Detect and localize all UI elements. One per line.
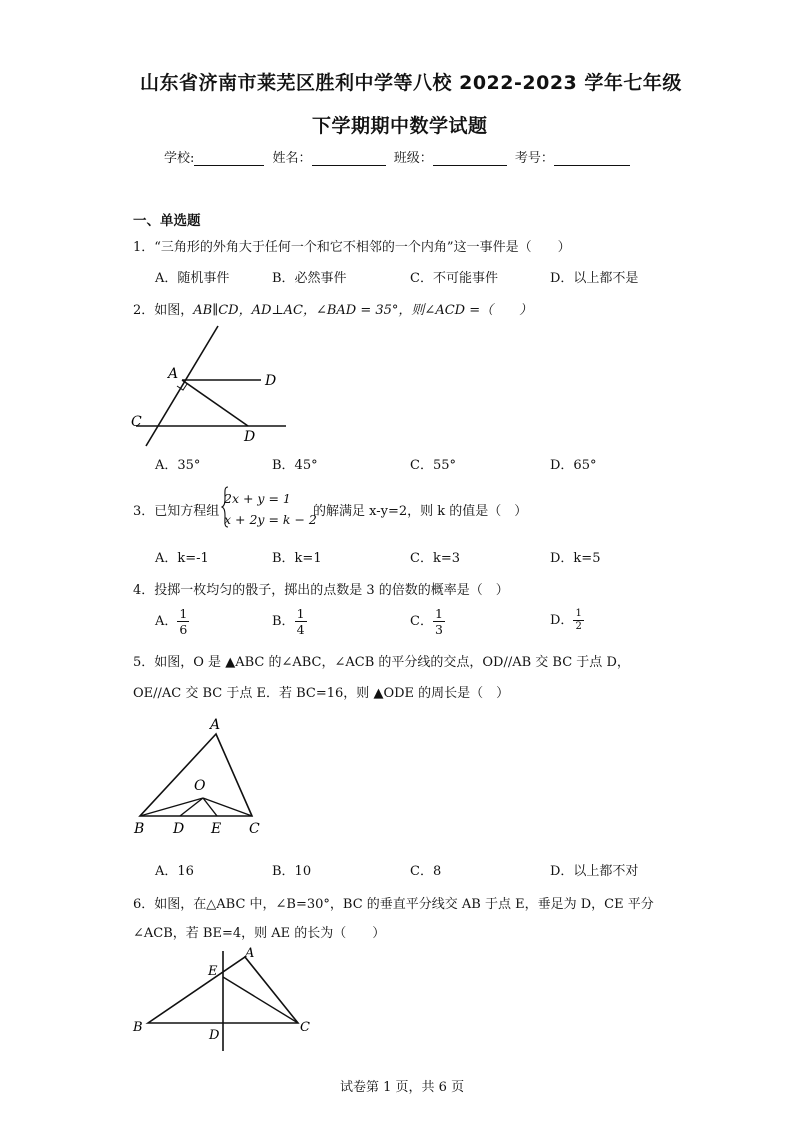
- question-1-stem: 1．“三角形的外角大于任何一个和它不相邻的一个内角”这一事件是（ ）: [133, 240, 571, 255]
- question-2-option-a: A．35°: [155, 458, 201, 473]
- section-title: 一、单选题: [133, 213, 201, 229]
- q5-label-b: B: [134, 821, 145, 837]
- q2-line-ad: [182, 380, 248, 426]
- question-3-equation-2: x + 2y = k − 2: [224, 512, 317, 527]
- exam-no-label: 考号：: [514, 151, 554, 166]
- question-5-option-b: B．10: [272, 864, 312, 879]
- q2-label-c: C: [131, 414, 142, 430]
- question-2-prefix: 2．如图，: [133, 303, 194, 318]
- question-5-stem-line2: OE//AC 交 BC 于点 E．若 BC=16，则 ▲ODE 的周长是（ ）: [133, 686, 510, 701]
- q4-a-den: 6: [179, 622, 188, 637]
- q6-label-a: A: [245, 946, 255, 961]
- q4-a-num: 1: [179, 606, 188, 621]
- q6-label-e: E: [208, 964, 218, 979]
- school-blank: [194, 151, 264, 166]
- name-blank: [312, 151, 386, 166]
- q4-b-num: 1: [296, 606, 305, 621]
- q5-line-bo: [140, 798, 203, 816]
- q4-b-label: B．: [272, 614, 295, 629]
- exam-title-line2: 下学期期中数学试题: [312, 115, 488, 137]
- q4-d-label: D．: [550, 613, 574, 628]
- q4-c-num: 1: [434, 606, 443, 621]
- q5-label-a: A: [210, 717, 221, 733]
- question-4-option-a: [155, 606, 189, 637]
- q4-b-fraction: [295, 606, 307, 637]
- q6-line-ce: [223, 977, 298, 1023]
- q4-d-num: 1: [575, 608, 582, 619]
- question-5-stem-line1: 5．如图，O 是 ▲ABC 的∠ABC，∠ACB 的平分线的交点，OD//AB 交 BC 于点 D，: [133, 655, 630, 670]
- school-label: 学校:: [164, 151, 195, 166]
- class-label: 班级：: [393, 151, 433, 166]
- exam-title-line1: 山东省济南市莱芜区胜利中学等八校 2022-2023 学年七年级: [140, 72, 682, 94]
- question-5-option-a: A．16: [155, 864, 194, 879]
- question-6-figure: [128, 945, 323, 1055]
- q2-label-d-top: D: [265, 373, 277, 389]
- q4-b-den: 4: [296, 622, 305, 637]
- question-4-option-c: [410, 606, 445, 637]
- q4-a-fraction: [177, 606, 189, 637]
- q4-d-den: 2: [575, 621, 582, 632]
- exam-no-blank: [554, 151, 630, 166]
- question-2-option-c: C．55°: [410, 458, 456, 473]
- question-6-stem-line2: ∠ACB，若 BE=4，则 AE 的长为（ ）: [133, 926, 386, 941]
- question-1-option-a: A．随机事件: [155, 271, 230, 286]
- question-2-math: AB∥CD，AD⊥AC，∠BAD = 35°，则∠ACD =（ ）: [193, 303, 533, 318]
- q5-label-o: O: [194, 778, 206, 794]
- question-3-option-b: B．k=1: [272, 551, 322, 566]
- class-blank: [433, 151, 507, 166]
- question-5-option-d: D．以上都不对: [550, 864, 639, 879]
- q4-a-label: A．: [155, 614, 178, 629]
- q5-label-e: E: [211, 821, 222, 837]
- question-3-option-c: C．k=3: [410, 551, 460, 566]
- question-4-option-b: [272, 606, 307, 637]
- question-2-stem: [133, 299, 532, 318]
- question-5-figure: [128, 712, 268, 842]
- page-footer: 试卷第 1 页，共 6 页: [340, 1080, 465, 1095]
- q4-c-den: 3: [434, 622, 443, 637]
- question-2-option-b: B．45°: [272, 458, 318, 473]
- q4-c-fraction: [433, 606, 445, 637]
- question-6-stem-line1: 6．如图，在△ABC 中，∠B=30°，BC 的垂直平分线交 AB 于点 E，垂足为 D，CE 平分: [133, 897, 654, 912]
- q6-label-d: D: [209, 1028, 220, 1043]
- q4-c-label: C．: [410, 614, 433, 629]
- q2-label-d: D: [244, 429, 256, 445]
- question-3-option-a: A．k=-1: [155, 551, 209, 566]
- q2-label-a: A: [168, 366, 179, 382]
- q5-label-c: C: [249, 821, 260, 837]
- question-4-stem: 4．投掷一枚均匀的骰子，掷出的点数是 3 的倍数的概率是（ ）: [133, 583, 509, 598]
- q6-label-b: B: [133, 1020, 143, 1035]
- student-info-line: [164, 147, 634, 166]
- q2-line-ac: [146, 326, 218, 446]
- q4-d-fraction: [573, 608, 583, 633]
- question-3-suffix: 的解满足 x-y=2，则 k 的值是（ ）: [313, 504, 528, 519]
- question-1-option-b: B．必然事件: [272, 271, 347, 286]
- question-3-option-d: D．k=5: [550, 551, 601, 566]
- question-1-option-c: C．不可能事件: [410, 271, 498, 286]
- question-3-prefix: 3．已知方程组: [133, 504, 220, 519]
- question-3-system: [224, 488, 317, 530]
- question-5-option-c: C．8: [410, 864, 442, 879]
- q6-label-c: C: [300, 1020, 310, 1035]
- question-4-option-d: [550, 608, 584, 633]
- question-3-equation-1: 2x + y = 1: [224, 491, 291, 506]
- question-2-option-d: D．65°: [550, 458, 597, 473]
- question-1-option-d: D．以上都不是: [550, 271, 639, 286]
- question-2-figure: [128, 320, 298, 450]
- q5-label-d: D: [173, 821, 185, 837]
- name-label: 姓名：: [272, 151, 312, 166]
